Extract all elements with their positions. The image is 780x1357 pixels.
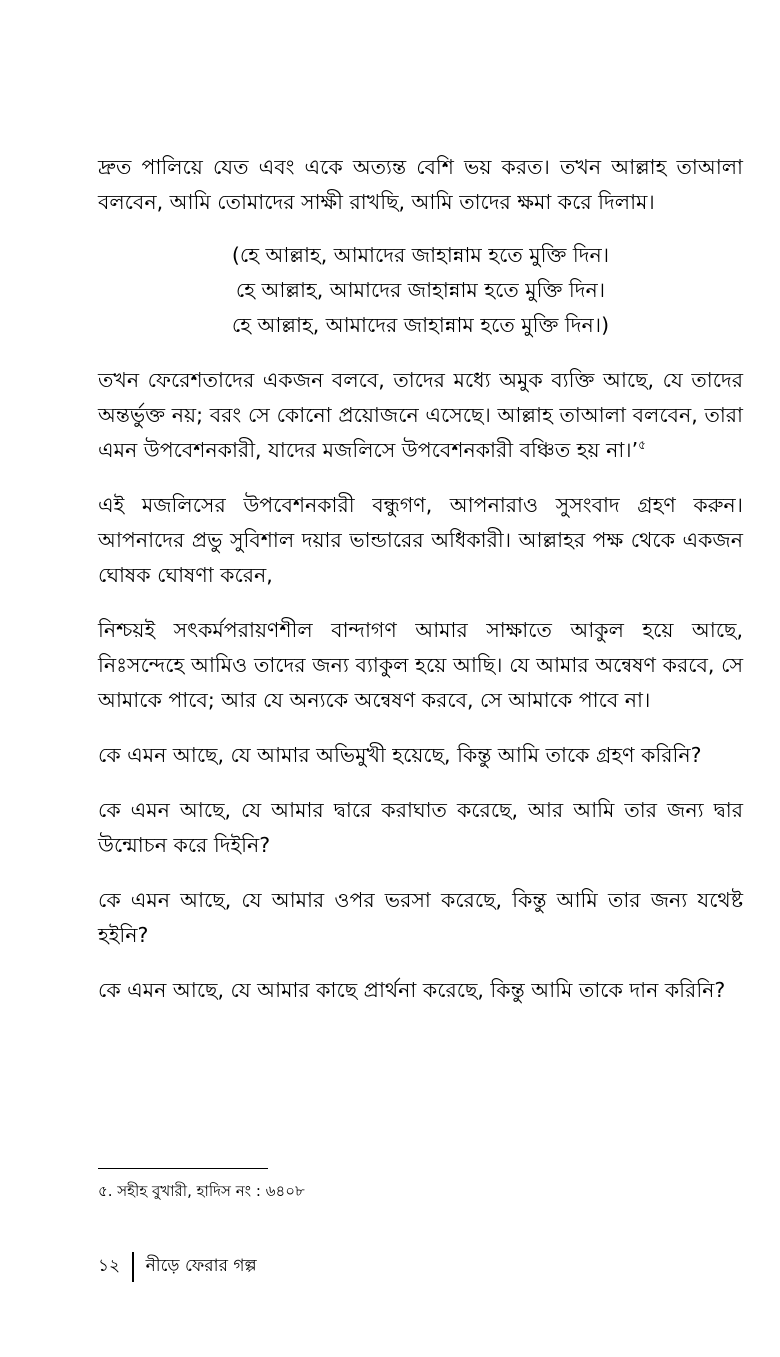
page-footer: [98, 1252, 257, 1282]
supplication-line: হে আল্লাহ, আমাদের জাহান্নাম হতে মুক্তি দিন।): [231, 313, 610, 337]
question-1: কে এমন আছে, যে আমার অভিমুখী হয়েছে, কিন্তু আমি তাকে গ্রহণ করিনি?: [98, 743, 702, 767]
footnote-divider: [98, 1168, 268, 1169]
book-title: নীড়ে ফেরার গল্প: [145, 1256, 257, 1276]
supplication-line: হে আল্লাহ, আমাদের জাহান্নাম হতে মুক্তি দিন।: [235, 278, 606, 302]
paragraph-angels: [98, 363, 743, 468]
paragraph-gathering: এই মজলিসের উপবেশনকারী বন্ধুগণ, আপনারাও সুসংবাদ গ্রহণ করুন। আপনাদের প্রভু সুবিশাল দয়ার ভান্ডারের অধিকারী। আল্লাহর পক্ষ থেকে একজন ঘোষক ঘোষণা করেন,: [98, 493, 743, 587]
paragraph-opening: দ্রুত পালিয়ে যেত এবং একে অত্যন্ত বেশি ভয় করত। তখন আল্লাহ তাআলা বলবেন, আমি তোমাদের সাক্ষী রাখছি, আমি তাদের ক্ষমা করে দিলাম।: [98, 155, 743, 214]
question-4: কে এমন আছে, যে আমার কাছে প্রার্থনা করেছে, কিন্তু আমি তাকে দান করিনি?: [98, 978, 726, 1002]
footer-separator: [132, 1252, 134, 1282]
question-2: কে এমন আছে, যে আমার দ্বারে করাঘাত করেছে, আর আমি তার জন্য দ্বার উন্মোচন করে দিইনি?: [98, 798, 743, 857]
paragraph-angels-text: তখন ফেরেশতাদের একজন বলবে, তাদের মধ্যে অমুক ব্যক্তি আছে, যে তাদের অন্তর্ভুক্ত নয়; বরং সে কোনো প্রয়োজনে এসেছে। আল্লাহ তাআলা বলবেন, তারা এমন উপবেশনকারী, যাদের মজলিসে উপবেশনকারী বঞ্চিত হয় না।’: [98, 368, 743, 462]
page-number: ১২: [98, 1256, 121, 1276]
question-3: কে এমন আছে, যে আমার ওপর ভরসা করেছে, কিন্তু আমি তার জন্য যথেষ্ট হইনি?: [98, 888, 743, 947]
footnote: ৫. সহীহ বুখারী, হাদিস নং : ৬৪০৮: [98, 1182, 305, 1200]
footnote-reference[interactable]: ৫: [638, 438, 646, 453]
page-body: [98, 150, 743, 1028]
supplication-line: (হে আল্লাহ, আমাদের জাহান্নাম হতে মুক্তি দিন।: [231, 243, 610, 267]
supplication-block: [98, 238, 743, 343]
paragraph-announcement: নিশ্চয়ই সৎকর্মপরায়ণশীল বান্দাগণ আমার সাক্ষাতে আকুল হয়ে আছে, নিঃসন্দেহে আমিও তাদের জন্য ব্যাকুল হয়ে আছি। যে আমার অন্বেষণ করবে, সে আমাকে পাবে; আর যে অন্যকে অন্বেষণ করবে, সে আমাকে পাবে না।: [98, 618, 743, 712]
